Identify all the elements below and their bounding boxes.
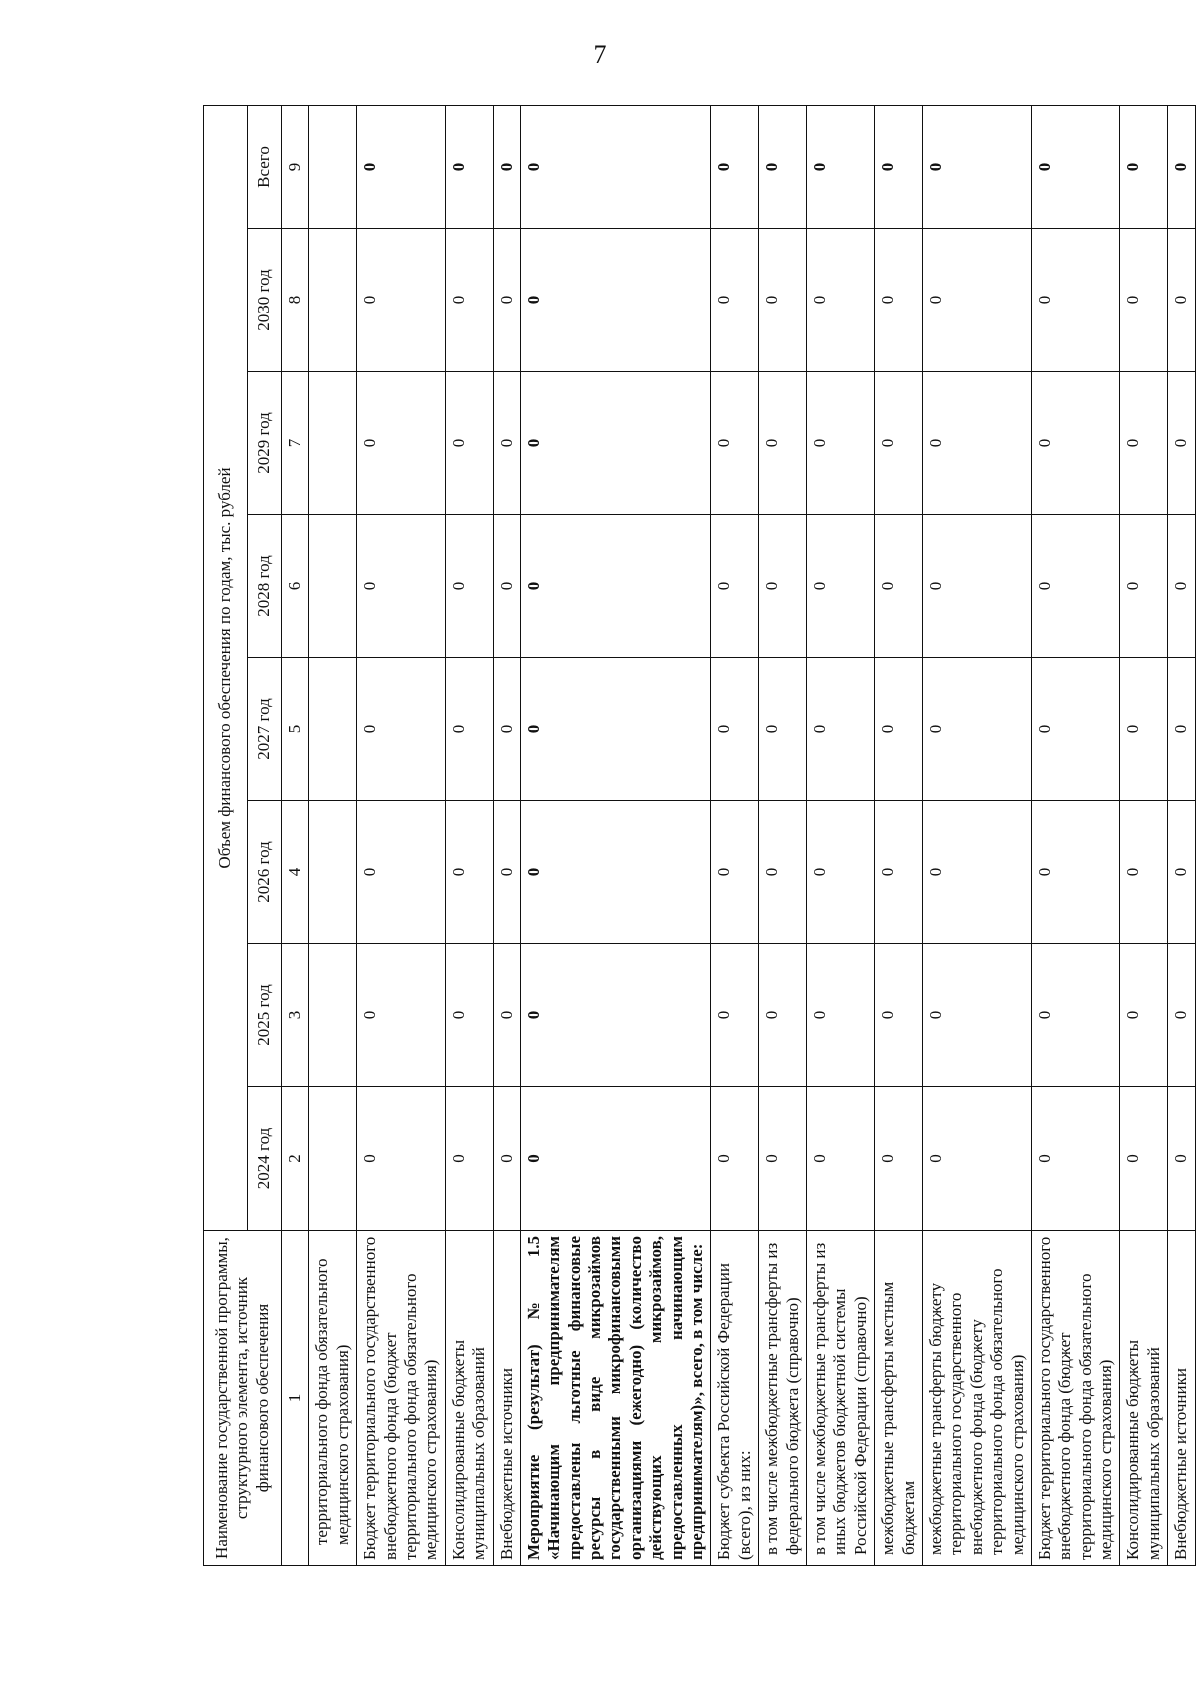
cell-value: 0 bbox=[1168, 944, 1195, 1087]
cell-value: 0 bbox=[1168, 515, 1195, 658]
cell-value: 0 bbox=[1168, 1087, 1195, 1231]
cell-value bbox=[309, 944, 357, 1087]
cell-value: 0 bbox=[357, 801, 446, 944]
cell-value: 0 bbox=[1031, 372, 1120, 515]
header-year: 2028 год bbox=[248, 515, 282, 658]
cell-value: 0 bbox=[445, 515, 493, 658]
cell-value: 0 bbox=[1120, 801, 1168, 944]
header-year: 2030 год bbox=[248, 229, 282, 372]
cell-value: 0 bbox=[357, 658, 446, 801]
cell-value: 0 bbox=[520, 229, 711, 372]
cell-value: 0 bbox=[922, 515, 1031, 658]
cell-value: 0 bbox=[1120, 515, 1168, 658]
cell-value: 0 bbox=[922, 229, 1031, 372]
cell-value: 0 bbox=[759, 801, 807, 944]
column-number: 6 bbox=[282, 515, 309, 658]
cell-value: 0 bbox=[922, 372, 1031, 515]
table-row-measure bbox=[520, 105, 711, 1565]
table-row bbox=[759, 105, 807, 1565]
cell-value: 0 bbox=[711, 658, 759, 801]
column-number: 7 bbox=[282, 372, 309, 515]
cell-value: 0 bbox=[1031, 105, 1120, 228]
cell-value: 0 bbox=[493, 944, 520, 1087]
rotated-table-container bbox=[203, 106, 1191, 1566]
measure-label: Мероприятие (результат) № 1.5 «Начинающим предпринимателям предоставлены льготные финансовые ресурсы в виде микрозаймов государственными микрофинансовыми организациями (ежегодно) (количество действующих микрозаймов, предоставленных начинающим предпринимателям)», всего, в том числе: bbox=[520, 1231, 711, 1566]
cell-value: 0 bbox=[1168, 658, 1195, 801]
cell-value: 0 bbox=[520, 801, 711, 944]
header-volume: Объем финансового обеспечения по годам, тыс. рублей bbox=[204, 105, 248, 1230]
cell-value bbox=[309, 515, 357, 658]
cell-value: 0 bbox=[806, 658, 874, 801]
cell-value: 0 bbox=[806, 105, 874, 228]
cell-value: 0 bbox=[1031, 1087, 1120, 1231]
cell-value: 0 bbox=[711, 372, 759, 515]
table-row bbox=[357, 105, 446, 1565]
cell-value: 0 bbox=[357, 515, 446, 658]
cell-value: 0 bbox=[1120, 105, 1168, 228]
cell-value: 0 bbox=[875, 1087, 923, 1231]
cell-value: 0 bbox=[357, 372, 446, 515]
cell-value: 0 bbox=[493, 801, 520, 944]
cell-value: 0 bbox=[520, 658, 711, 801]
table-row bbox=[711, 105, 759, 1565]
cell-value: 0 bbox=[357, 229, 446, 372]
cell-value: 0 bbox=[711, 229, 759, 372]
cell-value: 0 bbox=[445, 105, 493, 228]
cell-value: 0 bbox=[520, 944, 711, 1087]
cell-value: 0 bbox=[520, 1087, 711, 1231]
cell-value: 0 bbox=[922, 801, 1031, 944]
table-row bbox=[922, 105, 1031, 1565]
cell-value: 0 bbox=[1031, 515, 1120, 658]
header-year: 2024 год bbox=[248, 1087, 282, 1231]
cell-value: 0 bbox=[493, 658, 520, 801]
cell-value: 0 bbox=[711, 515, 759, 658]
cell-value: 0 bbox=[806, 372, 874, 515]
cell-value: 0 bbox=[875, 105, 923, 228]
table-row bbox=[875, 105, 923, 1565]
cell-value: 0 bbox=[806, 801, 874, 944]
cell-value bbox=[309, 801, 357, 944]
row-label: в том числе межбюджетные трансферты из иных бюджетов бюджетной системы Российской Федерации (справочно) bbox=[806, 1231, 874, 1566]
cell-value: 0 bbox=[445, 944, 493, 1087]
cell-value: 0 bbox=[493, 1087, 520, 1231]
cell-value: 0 bbox=[1120, 372, 1168, 515]
cell-value: 0 bbox=[493, 105, 520, 228]
cell-value: 0 bbox=[445, 1087, 493, 1231]
table-row bbox=[309, 105, 357, 1565]
column-number: 8 bbox=[282, 229, 309, 372]
cell-value: 0 bbox=[875, 515, 923, 658]
cell-value: 0 bbox=[875, 229, 923, 372]
row-label: территориального фонда обязательного медицинского страхования) bbox=[309, 1231, 357, 1566]
cell-value: 0 bbox=[357, 944, 446, 1087]
cell-value: 0 bbox=[711, 105, 759, 228]
header-year: 2029 год bbox=[248, 372, 282, 515]
cell-value: 0 bbox=[1031, 229, 1120, 372]
cell-value: 0 bbox=[711, 801, 759, 944]
cell-value: 0 bbox=[445, 658, 493, 801]
cell-value: 0 bbox=[1168, 229, 1195, 372]
column-number: 9 bbox=[282, 105, 309, 228]
cell-value: 0 bbox=[493, 515, 520, 658]
cell-value bbox=[309, 658, 357, 801]
cell-value: 0 bbox=[357, 105, 446, 228]
cell-value: 0 bbox=[875, 944, 923, 1087]
row-label: Бюджет территориального государственного внебюджетного фонда (бюджет территориального фонда обязательного медицинского страхования) bbox=[1031, 1231, 1120, 1566]
row-label: Бюджет территориального государственного внебюджетного фонда (бюджет территориального фонда обязательного медицинского страхования) bbox=[357, 1231, 446, 1566]
cell-value: 0 bbox=[922, 105, 1031, 228]
cell-value: 0 bbox=[493, 229, 520, 372]
cell-value: 0 bbox=[875, 372, 923, 515]
cell-value bbox=[309, 105, 357, 228]
row-label: Консолидированные бюджеты муниципальных образований bbox=[445, 1231, 493, 1566]
cell-value: 0 bbox=[520, 105, 711, 228]
cell-value: 0 bbox=[1168, 105, 1195, 228]
cell-value bbox=[309, 229, 357, 372]
cell-value: 0 bbox=[445, 801, 493, 944]
cell-value: 0 bbox=[806, 515, 874, 658]
cell-value: 0 bbox=[922, 1087, 1031, 1231]
row-label: в том числе межбюджетные трансферты из федерального бюджета (справочно) bbox=[759, 1231, 807, 1566]
row-label: межбюджетные трансферты местным бюджетам bbox=[875, 1231, 923, 1566]
cell-value: 0 bbox=[806, 229, 874, 372]
cell-value: 0 bbox=[520, 372, 711, 515]
cell-value: 0 bbox=[1120, 944, 1168, 1087]
cell-value: 0 bbox=[806, 944, 874, 1087]
cell-value: 0 bbox=[445, 229, 493, 372]
table-body bbox=[309, 105, 1195, 1565]
cell-value: 0 bbox=[493, 372, 520, 515]
cell-value: 0 bbox=[711, 1087, 759, 1231]
financing-table bbox=[203, 105, 1196, 1566]
cell-value: 0 bbox=[1168, 801, 1195, 944]
row-label: Внебюджетные источники bbox=[493, 1231, 520, 1566]
cell-value: 0 bbox=[875, 801, 923, 944]
cell-value: 0 bbox=[1031, 801, 1120, 944]
column-number: 3 bbox=[282, 944, 309, 1087]
column-number: 2 bbox=[282, 1087, 309, 1231]
cell-value bbox=[309, 1087, 357, 1231]
page-number: 7 bbox=[593, 40, 607, 69]
header-total: Всего bbox=[248, 105, 282, 228]
row-label: Консолидированные бюджеты муниципальных образований bbox=[1120, 1231, 1168, 1566]
cell-value: 0 bbox=[1120, 658, 1168, 801]
header-year: 2025 год bbox=[248, 944, 282, 1087]
row-label: Бюджет субъекта Российской Федерации (всего), из них: bbox=[711, 1231, 759, 1566]
cell-value: 0 bbox=[1031, 658, 1120, 801]
cell-value: 0 bbox=[759, 944, 807, 1087]
cell-value: 0 bbox=[922, 944, 1031, 1087]
header-year: 2027 год bbox=[248, 658, 282, 801]
cell-value: 0 bbox=[759, 229, 807, 372]
cell-value: 0 bbox=[875, 658, 923, 801]
cell-value: 0 bbox=[1120, 229, 1168, 372]
cell-value: 0 bbox=[1031, 944, 1120, 1087]
column-number: 5 bbox=[282, 658, 309, 801]
column-number: 4 bbox=[282, 801, 309, 944]
cell-value: 0 bbox=[922, 658, 1031, 801]
table-row bbox=[445, 105, 493, 1565]
row-label: Внебюджетные источники bbox=[1168, 1231, 1195, 1566]
table-row bbox=[493, 105, 520, 1565]
cell-value: 0 bbox=[806, 1087, 874, 1231]
cell-value: 0 bbox=[759, 658, 807, 801]
cell-value: 0 bbox=[357, 1087, 446, 1231]
cell-value: 0 bbox=[759, 372, 807, 515]
cell-value: 0 bbox=[711, 944, 759, 1087]
cell-value: 0 bbox=[759, 515, 807, 658]
cell-value: 0 bbox=[759, 1087, 807, 1231]
cell-value: 0 bbox=[520, 515, 711, 658]
cell-value: 0 bbox=[1120, 1087, 1168, 1231]
table-row bbox=[1031, 105, 1120, 1565]
table-row bbox=[806, 105, 874, 1565]
table-row bbox=[1120, 105, 1168, 1565]
row-label: межбюджетные трансферты бюджету территориального государственного внебюджетного фонда (бюджету территориального фонда обязательного медицинского страхования) bbox=[922, 1231, 1031, 1566]
cell-value bbox=[309, 372, 357, 515]
cell-value: 0 bbox=[445, 372, 493, 515]
table-row bbox=[1168, 105, 1195, 1565]
cell-value: 0 bbox=[1168, 372, 1195, 515]
column-number: 1 bbox=[282, 1231, 309, 1566]
header-name-column: Наименование государственной программы, структурного элемента, источник финансового обеспечения bbox=[204, 1231, 282, 1566]
cell-value: 0 bbox=[759, 105, 807, 228]
header-year: 2026 год bbox=[248, 801, 282, 944]
